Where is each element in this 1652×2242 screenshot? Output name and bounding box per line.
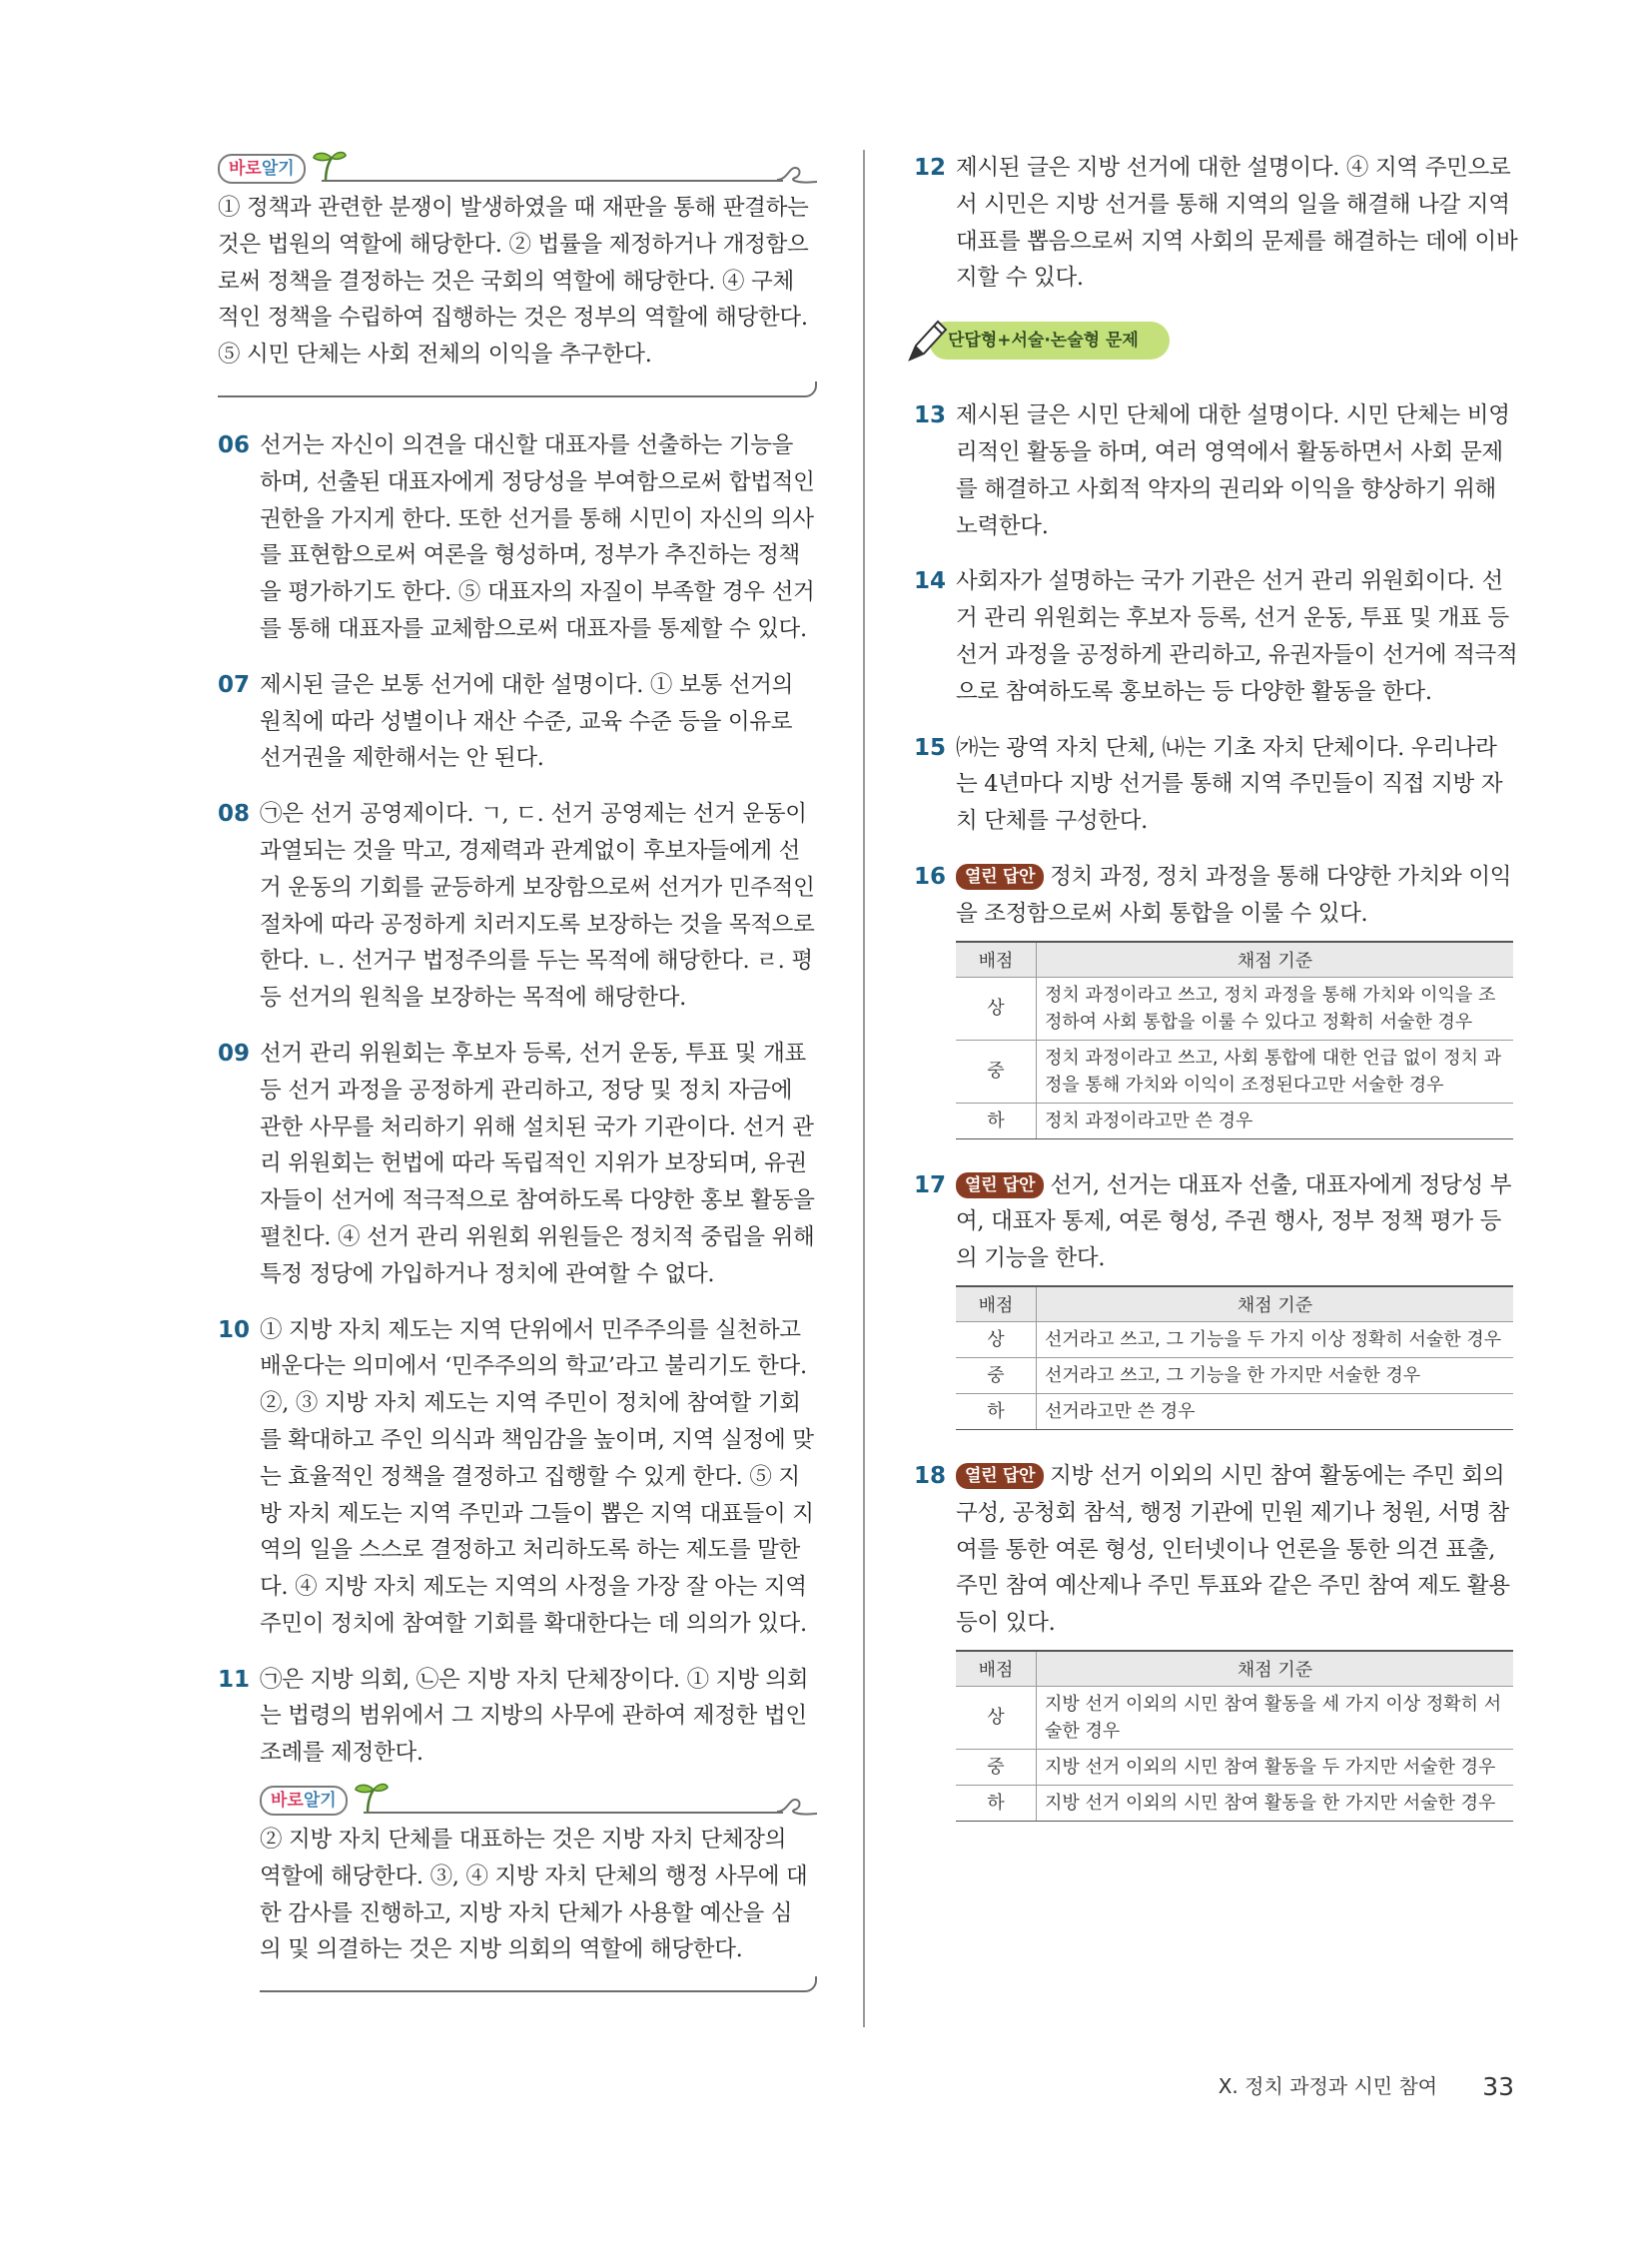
answer-09 (218, 1036, 817, 1293)
right-column (914, 150, 1518, 1850)
criteria-cell: 정치 과정이라고 쓰고, 사회 통합에 대한 언급 없이 정치 과정을 통해 가치와 이익이 조정된다고만 서술한 경우 (1037, 1040, 1514, 1103)
baro-algi-box-2 (260, 1782, 817, 1992)
section-title: 단답형+서술·논술형 문제 (948, 331, 1139, 352)
answer-text (956, 1458, 1518, 1642)
table-row (956, 1393, 1513, 1429)
page-footer (1219, 2070, 1514, 2101)
table-row (956, 1040, 1513, 1103)
open-answer-badge: 열린 답안 (956, 864, 1044, 890)
table-header (956, 1286, 1513, 1322)
question-number: 16 (914, 863, 947, 890)
baro-algi-label (260, 1786, 348, 1816)
left-column (218, 150, 817, 2022)
chapter-title: Ⅹ. 정치 과정과 시민 참여 (1218, 2074, 1438, 2098)
baro-label-b: 알기 (303, 1791, 337, 1812)
open-answer-badge: 열린 답안 (956, 1172, 1044, 1198)
question-number: 08 (218, 801, 251, 828)
question-number: 12 (914, 155, 947, 181)
col-grade: 배점 (956, 1286, 1037, 1322)
answer-text (956, 1167, 1518, 1277)
baro-algi-box-1 (218, 150, 817, 397)
answer-text: ① 지방 자치 제도는 지역 단위에서 민주주의를 실천하고 배운다는 의미에서 ‘민주주의의 학교’라고 불리기도 한다. ②, ③ 지방 자치 제도는 지역 주민이 정치에 참여할 기회를 확대하고 주인 의식과 책임감을 높이며, 지역 실정에 맞는 효율적인 정책을 결정하고 집행할 수 있게 한다. ⑤ 지방 자치 제도는 지역 주민과 그들이 뽑은 지역 대표들이 지역의 일을 스스로 결정하고 처리하도록 하는 제도를 말한다. ④ 지방 자치 제도는 지역의 사정을 가장 잘 아는 지역 주민이 정치에 참여할 기회를 확대한다는 데 의의가 있다. (260, 1316, 814, 1637)
grade-cell: 중 (956, 1040, 1037, 1103)
question-number: 15 (914, 734, 947, 761)
answer-text: 제시된 글은 지방 선거에 대한 설명이다. ④ 지역 주민으로서 시민은 지방 선거를 통해 지역의 일을 해결해 나갈 지역 대표를 뽑음으로써 지역 사회의 문제를 해결하는 데에 이바지할 수 있다. (956, 155, 1518, 292)
criteria-cell: 지방 선거 이외의 시민 참여 활동을 세 가지 이상 정확히 서술한 경우 (1037, 1686, 1514, 1749)
grade-cell: 하 (956, 1103, 1037, 1138)
answer-text: 선거 관리 위원회는 후보자 등록, 선거 운동, 투표 및 개표 등 선거 과정을 공정하게 관리하고, 정당 및 정치 자금에 관한 사무를 처리하기 위해 설치된 국가 기관이다. 선거 관리 위원회는 헌법에 따라 독립적인 지위가 보장되며, 유권자들이 선거에 적극적으로 참여하도록 다양한 홍보 활동을 펼친다. ④ 선거 관리 위원회 위원들은 정치적 중립을 위해 특정 정당에 가입하거나 정치에 관여할 수 없다. (260, 1040, 815, 1287)
baro-algi-text: ② 지방 자치 단체를 대표하는 것은 지방 자치 단체장의 역할에 해당한다. ③, ④ 지방 자치 단체의 행정 사무에 대한 감사를 진행하고, 지방 자치 단체가 사용할 예산을 심의 및 의결하는 것은 지방 의회의 역할에 해당한다. (260, 1827, 808, 1963)
question-number: 11 (218, 1666, 251, 1693)
sprout-icon (350, 1780, 390, 1816)
question-number: 07 (218, 671, 251, 698)
table-row (956, 1749, 1513, 1785)
table-row (956, 977, 1513, 1040)
answer-17 (914, 1167, 1518, 1430)
table-row (956, 1321, 1513, 1357)
scoring-table-17 (956, 1285, 1513, 1430)
answer-text: ㉠은 지방 의회, ㉡은 지방 자치 단체장이다. ① 지방 의회는 법령의 범위에서 그 지방의 사무에 관하여 제정한 법인 조례를 제정한다. (260, 1666, 809, 1767)
criteria-cell: 정치 과정이라고만 쓴 경우 (1037, 1103, 1514, 1138)
table-header (956, 1651, 1513, 1687)
question-number: 14 (914, 568, 947, 595)
baro-line (364, 1812, 783, 1814)
col-criteria: 채점 기준 (1037, 942, 1514, 978)
table-row (956, 1103, 1513, 1138)
question-number: 18 (914, 1462, 947, 1489)
grade-cell: 상 (956, 1321, 1037, 1357)
page-number: 33 (1482, 2072, 1514, 2101)
answer-text: 제시된 글은 보통 선거에 대한 설명이다. ① 보통 선거의 원칙에 따라 성별이나 재산 수준, 교육 수준 등을 이유로 선거권을 제한해서는 안 된다. (260, 671, 794, 772)
answer-08 (218, 796, 817, 1017)
criteria-cell: 정치 과정이라고 쓰고, 정치 과정을 통해 가치와 이익을 조정하여 사회 통합을 이룰 수 있다고 정확히 서술한 경우 (1037, 977, 1514, 1040)
section-banner (904, 316, 1518, 368)
answer-14 (914, 563, 1518, 710)
question-number: 09 (218, 1040, 251, 1067)
baro-algi-header (218, 150, 817, 190)
baro-algi-label (218, 154, 306, 184)
scoring-table-16 (956, 941, 1513, 1139)
answer-13 (914, 397, 1518, 544)
criteria-cell: 선거라고만 쓴 경우 (1037, 1393, 1514, 1429)
answer-body: 선거, 선거는 대표자 선출, 대표자에게 정당성 부여, 대표자 통제, 여론 형성, 주권 행사, 정부 정책 평가 등의 기능을 한다. (956, 1171, 1512, 1272)
grade-cell: 상 (956, 1686, 1037, 1749)
grade-cell: 중 (956, 1749, 1037, 1785)
answer-text: ㈎는 광역 자치 단체, ㈏는 기초 자치 단체이다. 우리나라는 4년마다 지방 선거를 통해 지역 주민들이 직접 지방 자치 단체를 구성한다. (956, 734, 1503, 835)
answer-text: 제시된 글은 시민 단체에 대한 설명이다. 시민 단체는 비영리적인 활동을 하며, 여러 영역에서 활동하면서 사회 문제를 해결하고 사회적 약자의 권리와 이익을 향상하기 위해 노력한다. (956, 402, 1510, 539)
answer-06 (218, 427, 817, 648)
sprout-icon (308, 148, 348, 184)
criteria-cell: 지방 선거 이외의 시민 참여 활동을 한 가지만 서술한 경우 (1037, 1785, 1514, 1821)
baro-algi-header (260, 1782, 817, 1822)
answer-text (956, 859, 1518, 933)
column-divider (863, 150, 865, 2027)
open-answer-badge: 열린 답안 (956, 1463, 1044, 1489)
answer-text: ㉠은 선거 공영제이다. ㄱ, ㄷ. 선거 공영제는 선거 운동이 과열되는 것을 막고, 경제력과 관계없이 후보자들에게 선거 운동의 기회를 균등하게 보장함으로써 선거가 민주적인 절차에 따라 공정하게 치러지도록 보장하는 것을 목적으로 한다. ㄴ. 선거구 법정주의를 두는 목적에 해당한다. ㄹ. 평등 선거의 원칙을 보장하는 목적에 해당한다. (260, 801, 815, 1012)
baro-algi-bottom-line (218, 381, 817, 397)
question-number: 13 (914, 402, 947, 429)
criteria-cell: 선거라고 쓰고, 그 기능을 한 가지만 서술한 경우 (1037, 1357, 1514, 1393)
answer-body: 정치 과정, 정치 과정을 통해 다양한 가치와 이익을 조정함으로써 사회 통합을 이룰 수 있다. (956, 863, 1512, 927)
baro-line (322, 180, 783, 182)
baro-algi-text: ① 정책과 관련한 분쟁이 발생하였을 때 재판을 통해 판결하는 것은 법원의 역할에 해당한다. ② 법률을 제정하거나 개정함으로써 정책을 결정하는 것은 국회의 역할에 해당한다. ④ 구체적인 정책을 수립하여 집행하는 것은 정부의 역할에 해당한다. ⑤ 시민 단체는 사회 전체의 이익을 추구한다. (218, 195, 809, 369)
col-grade: 배점 (956, 1651, 1037, 1687)
baro-algi-bottom-line (260, 1976, 817, 1992)
answer-12 (914, 150, 1518, 297)
scoring-table-18 (956, 1650, 1513, 1822)
question-number: 06 (218, 431, 251, 458)
criteria-cell: 지방 선거 이외의 시민 참여 활동을 두 가지만 서술한 경우 (1037, 1749, 1514, 1785)
col-criteria: 채점 기준 (1037, 1651, 1514, 1687)
criteria-cell: 선거라고 쓰고, 그 기능을 두 가지 이상 정확히 서술한 경우 (1037, 1321, 1514, 1357)
grade-cell: 중 (956, 1357, 1037, 1393)
table-header (956, 942, 1513, 978)
grade-cell: 하 (956, 1393, 1037, 1429)
grade-cell: 상 (956, 977, 1037, 1040)
answer-text: 사회자가 설명하는 국가 기관은 선거 관리 위원회이다. 선거 관리 위원회는 후보자 등록, 선거 운동, 투표 및 개표 등 선거 과정을 공정하게 관리하고, 유권자들이 선거에 적극적으로 참여하도록 홍보하는 등 다양한 활동을 한다. (956, 568, 1518, 705)
table-row (956, 1357, 1513, 1393)
curl-icon (777, 1796, 817, 1818)
baro-label-a: 바로 (271, 1791, 304, 1812)
answer-10 (218, 1312, 817, 1643)
answer-body: 지방 선거 이외의 시민 참여 활동에는 주민 회의 구성, 공청회 참석, 행정 기관에 민원 제기나 청원, 서명 참여를 통한 여론 형성, 인터넷이나 언론을 통한 의견 표출, 주민 참여 예산제나 주민 투표와 같은 주민 참여 제도 활용 등이 있다. (956, 1462, 1510, 1637)
pencil-icon (904, 316, 950, 364)
baro-label-a: 바로 (229, 159, 262, 179)
answer-16 (914, 859, 1518, 1139)
curl-icon (777, 164, 817, 186)
question-number: 10 (218, 1316, 251, 1343)
table-row (956, 1686, 1513, 1749)
answer-text: 선거는 자신이 의견을 대신할 대표자를 선출하는 기능을 하며, 선출된 대표자에게 정당성을 부여함으로써 합법적인 권한을 가지게 한다. 또한 선거를 통해 시민이 자신의 의사를 표현함으로써 여론을 형성하며, 정부가 추진하는 정책을 평가하기도 한다. ⑤ 대표자의 자질이 부족할 경우 선거를 통해 대표자를 교체함으로써 대표자를 통제할 수 있다. (260, 431, 815, 642)
answer-11 (218, 1662, 817, 1772)
grade-cell: 하 (956, 1785, 1037, 1821)
question-number: 17 (914, 1171, 947, 1198)
baro-label-b: 알기 (261, 159, 295, 179)
table-row (956, 1785, 1513, 1821)
col-criteria: 채점 기준 (1037, 1286, 1514, 1322)
answer-18 (914, 1458, 1518, 1822)
col-grade: 배점 (956, 942, 1037, 978)
answer-15 (914, 730, 1518, 840)
answer-07 (218, 667, 817, 777)
